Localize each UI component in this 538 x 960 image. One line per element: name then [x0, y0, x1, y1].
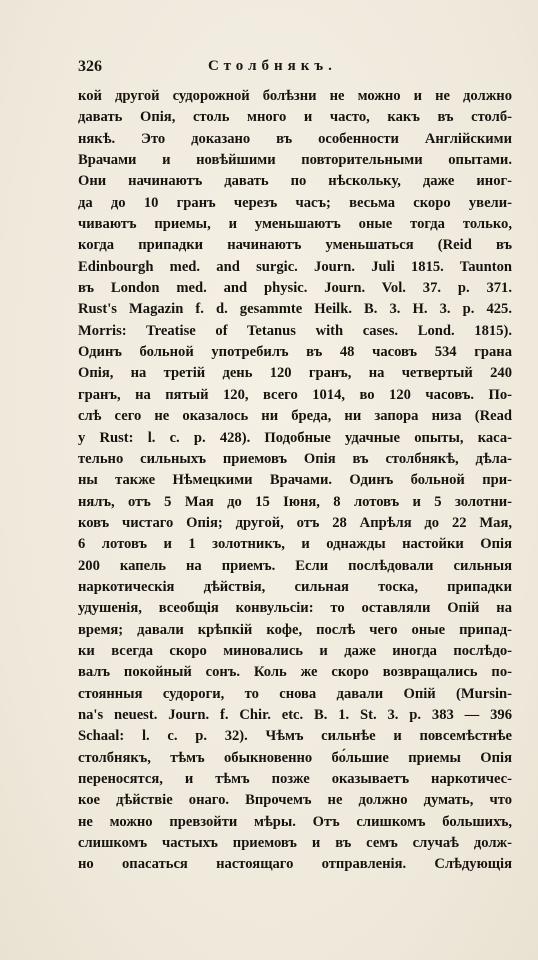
text-line: ковъ чистаго Опія; другой, отъ 28 Апрѣля до 22 Мая, — [78, 514, 512, 531]
text-line: когда припадки начинаютъ уменьшаться (Reid въ — [78, 237, 512, 254]
text-line: гранъ, на пятый 120, всего 1014, во 120 часовъ. По- — [78, 386, 512, 403]
text-line: но опасаться настоящаго отправленія. Слѣдующія — [78, 856, 512, 873]
text-line: 6 лотовъ и 1 золотникъ, и однажды настойки Опія — [78, 536, 512, 553]
page-number: 326 — [78, 58, 102, 75]
text-line: въ London med. and physic. Journ. Vol. 37. p. 371. — [78, 280, 512, 297]
text-line: ки всегда скоро миновались и даже иногда послѣдо- — [78, 642, 512, 659]
text-line: ны также Нѣмецкими Врачами. Одинъ больной при- — [78, 472, 512, 489]
text-line: валъ покойный сонъ. Коль же скоро возвращались по- — [78, 664, 512, 681]
text-line: у Rust: l. c. p. 428). Подобные удачные опыты, каса- — [78, 429, 512, 446]
text-line: Rust's Magazin f. d. gesammte Heilk. B. 3. H. 3. p. 425. — [78, 301, 512, 318]
text-line: чиваютъ приемы, и уменьшаютъ оные тогда только, — [78, 216, 512, 233]
running-title: Столбнякъ. — [208, 58, 337, 74]
text-line: столбнякъ, тѣмъ обыкновенно бо́льшие приемы Опія — [78, 749, 512, 766]
text-line: Опія, на третій день 120 гранъ, на четвертый 240 — [78, 365, 512, 382]
text-line: тельно сильныхъ приемовъ Опія въ столбнякѣ, дѣла- — [78, 450, 512, 467]
text-line: 200 капель на приемъ. Если послѣдовали сильныя — [78, 557, 512, 574]
text-line: удушенія, всеобщія конвульсіи: то оставляли Опій на — [78, 600, 512, 617]
text-line: Morris: Treatise of Tetanus with cases. Lond. 1815). — [78, 322, 512, 339]
text-line: Одинъ больной употребилъ въ 48 часовъ 534 грана — [78, 344, 512, 361]
body-text — [78, 86, 512, 876]
text-line: кой другой судорожной болѣзни не можно и не должно — [78, 88, 512, 104]
text-line: нялъ, отъ 5 Мая до 15 Іюня, 8 лотовъ и 5 золотни- — [78, 493, 512, 510]
text-line: Они начинаютъ давать по нѣскольку, даже иног- — [78, 173, 512, 190]
text-line: переносятся, и тѣмъ позже оказываетъ наркотичес- — [78, 771, 512, 787]
text-line: Врачами и новѣйшими повторительными опытами. — [78, 152, 512, 169]
text-line: да до 10 гранъ черезъ часъ; весьма скоро увели- — [78, 194, 512, 211]
text-line: na's neuest. Journ. f. Chir. etc. B. 1. St. 3. p. 383 — 396 — [78, 706, 512, 723]
text-line: Schaal: l. c. p. 32). Чѣмъ сильнѣе и повсемѣстнѣе — [78, 728, 512, 745]
text-line: наркотическія дѣйствія, сильная тоска, припадки — [78, 578, 512, 595]
text-line: слѣ сего не оказалось ни бреда, ни запора низа (Read — [78, 408, 512, 425]
text-line: не можно превзойти мѣры. Отъ слишкомъ большихъ, — [78, 813, 512, 830]
text-line: кое дѣйствіе онаго. Впрочемъ не должно думать, что — [78, 792, 512, 809]
text-line: время; давали крѣпкій кофе, послѣ чего оные припад- — [78, 621, 512, 638]
text-line: давать Опія, столь много и часто, какъ въ столб- — [78, 109, 512, 126]
text-line: някѣ. Это доказано въ особенности Англійскими — [78, 130, 512, 147]
text-line: стоянныя судороги, то снова давали Опій (Mursin- — [78, 685, 512, 702]
page-header — [78, 58, 510, 82]
text-line: Edinbourgh med. and surgic. Journ. Juli 1815. Taunton — [78, 258, 512, 275]
text-line: слишкомъ частыхъ приемовъ и въ семъ случаѣ долж- — [78, 835, 512, 852]
